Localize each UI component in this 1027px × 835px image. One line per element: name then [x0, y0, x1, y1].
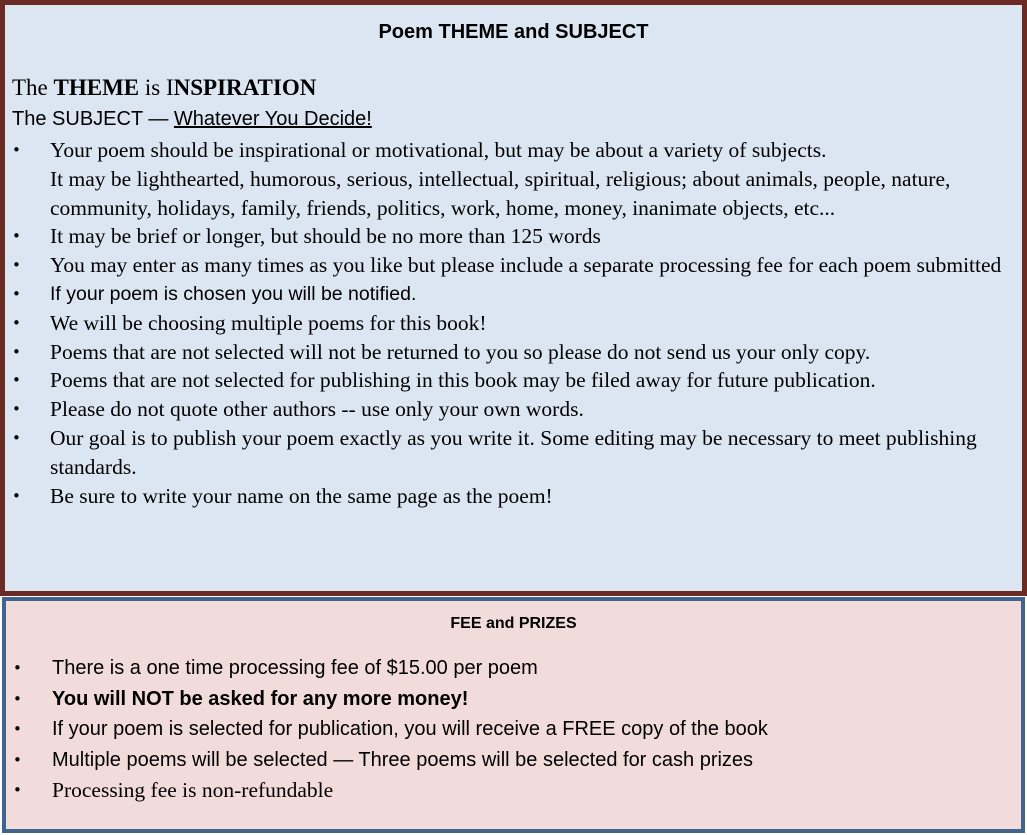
list-item: • Poems that are not selected will not be returned to you so please do not send us your only copy. — [5, 338, 1022, 367]
section-heading-fee-prizes: FEE and PRIZES — [450, 615, 577, 632]
bullet-icon: • — [13, 720, 22, 738]
list-item: • Multiple poems will be selected — Three poems will be selected for cash prizes — [6, 745, 1021, 776]
bullet-icon: • — [12, 400, 21, 419]
list-item: • If your poem is selected for publication, you will receive a FREE copy of the book — [6, 714, 1021, 745]
list-item: • Processing fee is non-refundable — [6, 775, 1021, 806]
list-item: • You will NOT be asked for any more money! — [6, 684, 1021, 715]
bullet-icon: • — [12, 313, 21, 332]
bullet-icon: • — [12, 371, 21, 390]
bullet-icon: • — [12, 284, 21, 303]
theme-line: The THEME is INSPIRATION — [12, 75, 317, 100]
bullet-icon: • — [12, 256, 21, 275]
list-item: • You may enter as many times as you like but please include a separate processing fee for each poem submitted — [5, 251, 1022, 280]
bullet-icon: • — [12, 342, 21, 361]
fee-prizes-section — [2, 597, 1025, 833]
list-item: • Your poem should be inspirational or motivational, but may be about a variety of subjects. It may be lighthearted, humorous, serious, intellectual, spiritual, religious; about animals, people, nature, community, holidays, family, friends, politics, work, home, money, inanimate objects, etc... — [5, 136, 1022, 222]
bullet-icon: • — [12, 141, 21, 159]
list-item: • If your poem is chosen you will be notified. — [5, 280, 1022, 309]
list-item: • Our goal is to publish your poem exactly as you write it. Some editing may be necessary to meet publishing standards. — [12, 425, 977, 479]
fee-prizes-bullet-list — [6, 653, 1021, 806]
bullet-icon: • — [13, 659, 22, 677]
list-item: • There is a one time processing fee of $15.00 per poem — [6, 653, 1021, 684]
subject-line: The SUBJECT — Whatever You Decide! — [12, 108, 372, 130]
list-item: • Poems that are not selected for publishing in this book may be filed away for future publication. — [5, 366, 1022, 395]
list-item: • It may be brief or longer, but should be no more than 125 words — [5, 222, 1022, 251]
bullet-icon: • — [12, 227, 21, 246]
list-item: • Be sure to write your name on the same page as the poem! — [5, 482, 1022, 511]
bullet-icon: • — [13, 689, 22, 708]
bullet-icon: • — [13, 781, 22, 799]
list-item: • We will be choosing multiple poems for this book! — [5, 309, 1022, 338]
bullet-icon: • — [13, 750, 22, 769]
theme-subject-bullet-list — [5, 136, 1022, 510]
bullet-icon: • — [12, 428, 21, 447]
list-item-continuation: It may be lighthearted, humorous, serious, intellectual, spiritual, religious; about animals, people, nature, community, holidays, family, friends, politics, work, home, money, inanimate objects, etc... — [50, 166, 951, 220]
bullet-icon: • — [12, 486, 21, 505]
list-item: • Please do not quote other authors -- use only your own words. — [5, 395, 1022, 424]
section-heading-theme-subject: Poem THEME and SUBJECT — [378, 21, 649, 43]
